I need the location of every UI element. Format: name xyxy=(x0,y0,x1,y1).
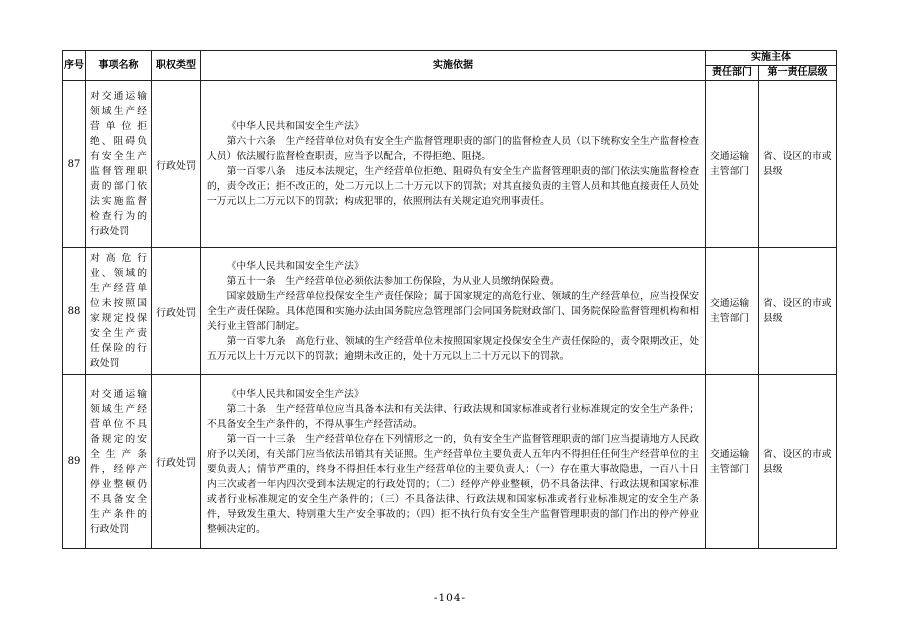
basis-paragraph: 《中华人民共和国安全生产法》 xyxy=(226,260,364,272)
responsible-department: 交通运输主管部门 xyxy=(706,375,759,549)
header-col-subject: 实施主体 xyxy=(706,51,837,66)
item-name: 对交通运输领域生产经营单位不具备规定的安全生产条件，经停产停业整顿仍不具备安全生产条件的行政处罚 xyxy=(86,375,152,549)
basis-paragraph: 第一百一十三条 生产经营单位存在下列情形之一的，负有安全生产监督管理职责的部门应当提请地方人民政府予以关闭，有关部门应当依法吊销其有关证照。生产经营单位主要负责人五年内不得担任任何生产经营单位的主要负责人；情节严重的，终身不得担任本行业生产经营单位的主要负责人：（一）存在重大事故隐患，一百八十日内三次或者一年内四次受到本法规定的行政处罚的；（二）经停产停业整顿，仍不具备法律、行政法规和国家标准或者行业标准规定的安全生产条件的；（三）不具备法律、行政法规和国家标准或者行业标准规定的安全生产条件，导致发生重大、特别重大生产安全事故的；（四）拒不执行负有安全生产监督管理职责的部门作出的停产停业整顿决定的。 xyxy=(207,433,699,535)
header-col-name: 事项名称 xyxy=(86,51,152,81)
implementation-basis xyxy=(201,248,706,375)
basis-paragraph: 第五十一条 生产经营单位必须依法参加工伤保险，为从业人员缴纳保险费。 xyxy=(226,275,560,287)
implementation-basis xyxy=(201,375,706,549)
header-col-dept: 责任部门 xyxy=(706,66,759,81)
basis-paragraph: 《中华人民共和国安全生产法》 xyxy=(226,388,364,400)
authority-type: 行政处罚 xyxy=(152,81,201,248)
basis-paragraph: 第一百零九条 高危行业、领域的生产经营单位未按照国家规定投保安全生产责任保险的，责令限期改正，处五万元以上十万元以下的罚款；逾期未改正的，处十万元以上二十万元以下的罚款。 xyxy=(207,335,699,362)
basis-paragraph: 第二十条 生产经营单位应当具备本法和有关法律、行政法规和国家标准或者行业标准规定的安全生产条件；不具备安全生产条件的，不得从事生产经营活动。 xyxy=(207,403,699,430)
basis-paragraph: 国家鼓励生产经营单位投保安全生产责任保险；属于国家规定的高危行业、领域的生产经营单位，应当投保安全生产责任保险。具体范围和实施办法由国务院应急管理部门会同国务院财政部门、国务院保险监督管理机构和相关行业主管部门制定。 xyxy=(207,290,699,332)
responsible-department: 交通运输主管部门 xyxy=(706,81,759,248)
authority-type: 行政处罚 xyxy=(152,375,201,549)
header-col-basis: 实施依据 xyxy=(201,51,706,81)
page-number: -104- xyxy=(433,592,467,604)
basis-paragraph: 第一百零八条 违反本法规定，生产经营单位拒绝、阻碍负有安全生产监督管理职责的部门依法实施监督检查的，责令改正；拒不改正的，处二万元以上二十万元以下的罚款；对其直接负责的主管人员和其他直接责任人员处一万元以上二万元以下的罚款；构成犯罪的，依照刑法有关规定追究刑事责任。 xyxy=(207,166,699,207)
basis-paragraph: 《中华人民共和国安全生产法》 xyxy=(226,121,364,132)
basis-paragraph: 第六十六条 生产经营单位对负有安全生产监督管理职责的部门的监督检查人员（以下统称安全生产监督检查人员）依法履行监督检查职责，应当予以配合，不得拒绝、阻挠。 xyxy=(207,136,699,162)
responsibility-level: 省、设区的市或县级 xyxy=(759,375,837,549)
authority-type: 行政处罚 xyxy=(152,248,201,375)
responsibility-level: 省、设区的市或县级 xyxy=(759,81,837,248)
admin-items-table xyxy=(62,50,837,549)
table-row xyxy=(63,81,837,248)
item-name: 对交通运输领域生产经营单位拒绝、阻碍负有安全生产监督管理职责的部门依法实施监督检查行为的行政处罚 xyxy=(86,81,152,248)
table-row xyxy=(63,248,837,375)
item-name: 对高危行业、领域的生产经营单位未按照国家规定投保安全生产责任保险的行政处罚 xyxy=(86,248,152,375)
responsibility-level: 省、设区的市或县级 xyxy=(759,248,837,375)
header-col-level: 第一责任层级 xyxy=(759,66,837,81)
header-col-no: 序号 xyxy=(63,51,86,81)
row-number: 89 xyxy=(63,375,86,549)
implementation-basis xyxy=(201,81,706,248)
row-number: 87 xyxy=(63,81,86,248)
header-col-type: 职权类型 xyxy=(152,51,201,81)
row-number: 88 xyxy=(63,248,86,375)
table-row xyxy=(63,375,837,549)
responsible-department: 交通运输主管部门 xyxy=(706,248,759,375)
